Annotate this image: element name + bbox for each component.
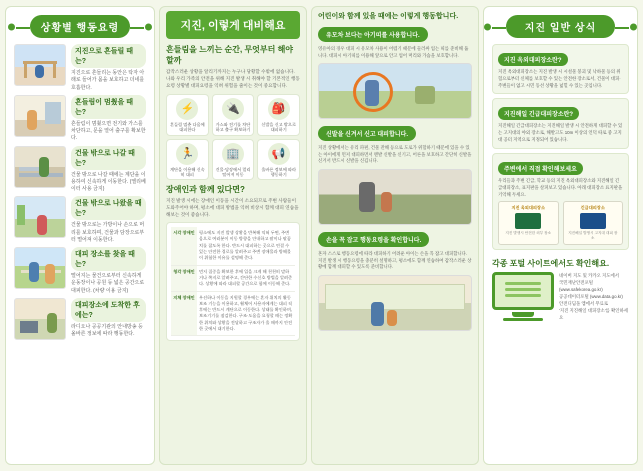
list-item — [14, 146, 146, 194]
item-title: 흔들림이 멈췄을 때는? — [71, 95, 146, 119]
children-chip-2: 신발을 신겨서 신고 대피합니다. — [318, 126, 416, 141]
plug-icon: 🔌 — [222, 98, 244, 120]
portal-line-3[interactable]: 공공데이터포털 (www.data.go.kr) — [559, 293, 623, 299]
list-item-text — [71, 146, 146, 194]
person-on-stairs — [39, 157, 49, 177]
qa-question-3: 주변에서 직접 확인해보세요 — [498, 162, 583, 175]
monitor-icon — [492, 272, 554, 321]
row-value: 먼저 집중을 확보한 후에 입을 크게 해 천천히 말하거나 쪽지로 알려주고, 간단한 수신호 방법을 알려준다. 상황에 따라 대피할 공간으로 함께 이동해 준다. — [197, 265, 295, 291]
item-title: 건물 밖으로 나왔을 때는? — [71, 196, 146, 220]
action-icon-grid — [166, 94, 300, 181]
row-key: 시각 장애인 — [171, 227, 197, 265]
badge-sub: 지진해일 발생시 고지대 대피 장소 — [568, 231, 618, 241]
item-body: 흔들림이 멈췄으면 전기와 가스를 차단하고, 문을 열어 출구를 확보한다. — [71, 120, 146, 142]
item-body: 라디오나 공공기관의 안내방송 등 올바른 정보에 따라 행동한다. — [71, 323, 143, 337]
outdoor-shelter-sign — [498, 201, 559, 244]
portal-text — [559, 272, 629, 321]
monitor-screen — [492, 272, 554, 310]
building-icon: 🏢 — [222, 143, 244, 165]
person-covering-head — [37, 215, 47, 235]
monitor-stand — [512, 312, 534, 317]
prepare-section-title-1: 흔들림을 느끼는 순간, 무엇부터 해야 할까 — [166, 45, 294, 65]
list-item-text — [71, 247, 146, 295]
gas-electricity-shutoff-illustration — [14, 95, 66, 137]
icon-caption: 올바른 정보에 따라 행동하기 — [261, 166, 297, 178]
holding-hands-illustration — [318, 275, 472, 331]
qa-block-2 — [492, 98, 629, 148]
action-icon-cell — [257, 139, 300, 181]
parent-with-baby — [365, 80, 379, 106]
portal-block — [492, 272, 629, 321]
blue-sign-icon — [580, 213, 606, 229]
header-dot-right — [630, 23, 637, 30]
badge-title: 긴급대피장소 — [580, 205, 605, 211]
situational-header-label: 상황별 행동요령 — [40, 23, 120, 34]
megaphone-icon: 📢 — [268, 143, 290, 165]
prepare-section-desc-1: 갑작스러운 상황을 알리기까지는 누구나 당황할 수밖에 없습니다. 나와 우리 가족의 안전을 위해 지진 발생 시 취해야 할 기본적인 행동요령 상황별 대피요령을 익혀 위험을 줄이는 것이 중요합니다. — [166, 69, 300, 88]
qa-question-2: 지진해일 긴급대피장소란? — [498, 107, 579, 120]
action-icon-cell — [166, 139, 209, 181]
child-shoes-illustration — [318, 169, 472, 225]
stairs-evacuation-illustration — [14, 146, 66, 188]
prepare-banner: 지진, 이렇게 대비해요 — [166, 11, 300, 39]
action-icon-cell — [212, 139, 255, 181]
list-item — [14, 44, 146, 92]
lightning-icon: ⚡ — [176, 98, 198, 120]
action-icon-cell — [166, 94, 209, 136]
stroller — [415, 86, 435, 104]
list-item — [14, 247, 146, 295]
knowledge-header — [506, 15, 615, 38]
adult-holding-hand — [371, 302, 384, 326]
list-item — [14, 95, 146, 143]
green-sign-icon — [515, 213, 541, 229]
qa-answer-1: 지진 옥외대피장소는 지진 발생 시 시설물 붕괴 및 낙하물 등의 위험으로부터 신체를 보호할 수 있는 안전한 장소로서, 건물이 대피·주변들이 없고 시민 동선 상황을 넓힐 수 있는 곳입니다. — [498, 69, 621, 88]
disability-guidance-panel — [166, 222, 300, 341]
badge-title: 지진 옥외대피장소 — [511, 205, 546, 211]
children-block — [318, 123, 472, 225]
portal-line-1: 네이버 지도 및 카카오 지도에서 — [559, 272, 620, 278]
icon-caption: 가스와 전기를 차단하고 출구 확보하기 — [215, 121, 251, 133]
item-body: 지진으로 흔들리는 동안은 탁자 아래로 들어가 몸을 보호하고 더네를 호흡한다. — [71, 70, 145, 91]
running-person-icon: 🏃 — [176, 143, 198, 165]
monitor-lines — [505, 282, 541, 300]
table-row — [171, 227, 295, 265]
disability-guidance-table — [171, 227, 295, 336]
header-dot-right — [145, 23, 152, 30]
knowledge-header-label: 지진 일반 상식 — [524, 23, 597, 34]
header-dot-left — [484, 23, 491, 30]
badge-sub: 지진 발생시 안전한 외부 장소 — [505, 231, 552, 236]
baby-carrier-illustration — [318, 63, 472, 119]
children-chip-1: 유모차 보다는 아기띠를 사용합니다. — [318, 27, 428, 42]
situational-column — [5, 6, 155, 465]
icon-caption: 흔들림 멈춘 다음에 대피한다 — [169, 121, 205, 133]
prepare-section-desc-2: 지진 발생 시에는 장애인 이동을 시간이 소요되므로 주변 사람들이 도와주어야 하며, 평소에 대피 방법을 익혀 비상시 함께 대피 연습을 해보는 것이 좋습니다. — [166, 198, 299, 218]
list-item-text — [71, 298, 146, 339]
children-note-1: 영유아의 경우 대피 시 유모차 사용이 어렵기 때문에 둘러싸 업는 띠를 준비해 둡니다. 대피시 아기띠를 이용해 앞으로 안고 업어 머리와 가슴을 보호합니다. — [318, 46, 469, 58]
item-body: 건물 밖으로 나갈 때에는 계단을 이용하여 신속하게 이동한다. (엘리베이터 사용 금지) — [71, 171, 146, 192]
row-key: 지체 장애인 — [171, 291, 197, 336]
qa-answer-3: 우리들과 주변 긴급, 학교 등의 지진 옥외대피장소와 지진해일 긴급대피장소, 표지판을 살펴보고 있습니다. 아래 대피장소 표지판을 기억해 두세요. — [498, 177, 623, 197]
portal-line-4: 안전디딤돌 앱에서 무료로 — [559, 300, 609, 306]
person-shutoff — [27, 110, 37, 130]
tsunami-shelter-sign — [563, 201, 624, 244]
children-note-2: 지진 상황에서는 유리 파편, 건물 잔해 등으로 도로가 위험하기 때문에 있을 수 있는 아이에게 먼저 대피하면서 맨발 신발을 신기고, 어른을 보호하고 간단히 신발을 신겨서 반드시 신발을 신깁니다. — [318, 145, 472, 164]
list-item — [14, 196, 146, 244]
person-running-2 — [45, 264, 55, 284]
person-listening-radio — [47, 313, 57, 333]
action-icon-cell — [257, 94, 300, 136]
qa-answer-2: 지진해일 긴급대피장소는 지진해일 발생 시 안전하게 대피할 수 있는 고지대의 야외 장소로, 해발고도 10m 이상의 언덕 따로 중 고지대 공터 지역으로 지정되어 있습니다. — [498, 123, 623, 143]
row-value: 평소에도 지진 발생 상황을 반복해 익혀 두면, 주변 음으로 여러분이 이동 방향을 안내하고 팔이나 팔꿈치를 잡도록 한다. 반드시 대피하는 곳으로 연결 수 있는 안전한 경로를 알려주고 주변 장애물과 방해물이 위험한 이유를 설명해 준다. — [197, 227, 295, 265]
row-key: 청각 장애인 — [171, 265, 197, 291]
children-note-3: 혼자 스스로 행동요령에 따라 대피하기 어려운 아이는 손을 꼭 잡고 대피합니다. 지진 발생 시 행동요령을 충분히 설명하고, 평소에도 함께 연습하여 갑작스러운 상황에 함께 대피할 수 있도록 준비합니다. — [318, 251, 472, 270]
children-chip-3: 손을 꼭 잡고 행동요령을 확인합니다. — [318, 232, 429, 247]
icon-caption: 건물·담장에서 멀리 떨어져 이동 — [215, 166, 251, 178]
item-body: 건물 밖으로는 가방이나 손으로 머리를 보호하며, 건물과 담장으로부터 떨어져 이동한다. — [71, 222, 145, 243]
icon-caption: 신발을 신고 밖으로 대피하기 — [261, 121, 297, 133]
knowledge-column — [483, 6, 638, 465]
person-under-desk — [35, 65, 44, 78]
prepare-section-title-2: 장애인과 함께 있다면? — [166, 185, 245, 195]
table-row — [171, 265, 295, 291]
qa-question-1: 지진 옥외대피장소란? — [498, 53, 568, 66]
list-item-text — [71, 196, 146, 244]
sign-badges — [498, 201, 623, 244]
adult-putting-shoes — [359, 182, 375, 212]
item-title: 건물 밖으로 나갈 때는? — [71, 146, 146, 170]
portal-title: 각종 포털 사이트에서도 확인해요. — [492, 258, 610, 268]
child-holding-hand — [387, 310, 397, 326]
situational-header — [30, 15, 130, 38]
table-row — [171, 291, 295, 336]
children-title: 어린이와 함께 있을 때에는 이렇게 행동합니다. — [318, 13, 459, 20]
qa-block-1 — [492, 44, 629, 94]
children-column — [311, 6, 479, 465]
row-value: 우선하나 이동을 지원할 경우에는 혼자 위치의 활동보조 기능을 이용하고, 휠체어 사용자에게는 대피 직후에는 반드시 계단으로 이동한다. 상태를 확인하며, 보조기기를 점검한다. 구조·도움을 요청할 때는 정확한 위치와 상황을 전달하고 구조자가 올 때까지 안전한 곳에서 대기한다. — [197, 291, 295, 336]
desk-shelter-illustration — [14, 44, 66, 86]
list-item-text — [71, 95, 146, 143]
open-space-playground-illustration — [14, 247, 66, 289]
item-title: 대피 장소를 찾을 때는? — [71, 247, 146, 271]
icon-caption: 계단을 이용해 신속히 대피 — [169, 166, 205, 178]
item-title: 지진으로 흔들릴 때는? — [71, 44, 146, 68]
item-body: 떨어지는 물건으로부터 신속하게 운동장이나 공원 등 넓은 공간으로 대피한다. (차량 이용 금지) — [71, 273, 145, 294]
portal-line-5: '지진 지진해일 대피장소'를 확인하세요 — [559, 308, 628, 321]
backpack-icon: 🎒 — [268, 98, 290, 120]
person-running — [29, 262, 39, 282]
children-block — [318, 229, 472, 331]
monitor-base — [503, 318, 543, 321]
street-evacuation-illustration — [14, 196, 66, 238]
prepare-column — [159, 6, 307, 465]
shelter-radio-illustration — [14, 298, 66, 340]
list-item — [14, 298, 146, 340]
qa-block-3 — [492, 153, 629, 250]
item-title: 대피장소에 도착한 후에는? — [71, 298, 146, 322]
action-icon-cell — [212, 94, 255, 136]
child-figure — [381, 192, 392, 212]
children-block — [318, 24, 472, 119]
header-dot-left — [8, 23, 15, 30]
list-item-text — [71, 44, 146, 92]
portal-line-2[interactable]: 국민재난안전포털 (www.safekorea.go.kr) — [559, 279, 603, 292]
